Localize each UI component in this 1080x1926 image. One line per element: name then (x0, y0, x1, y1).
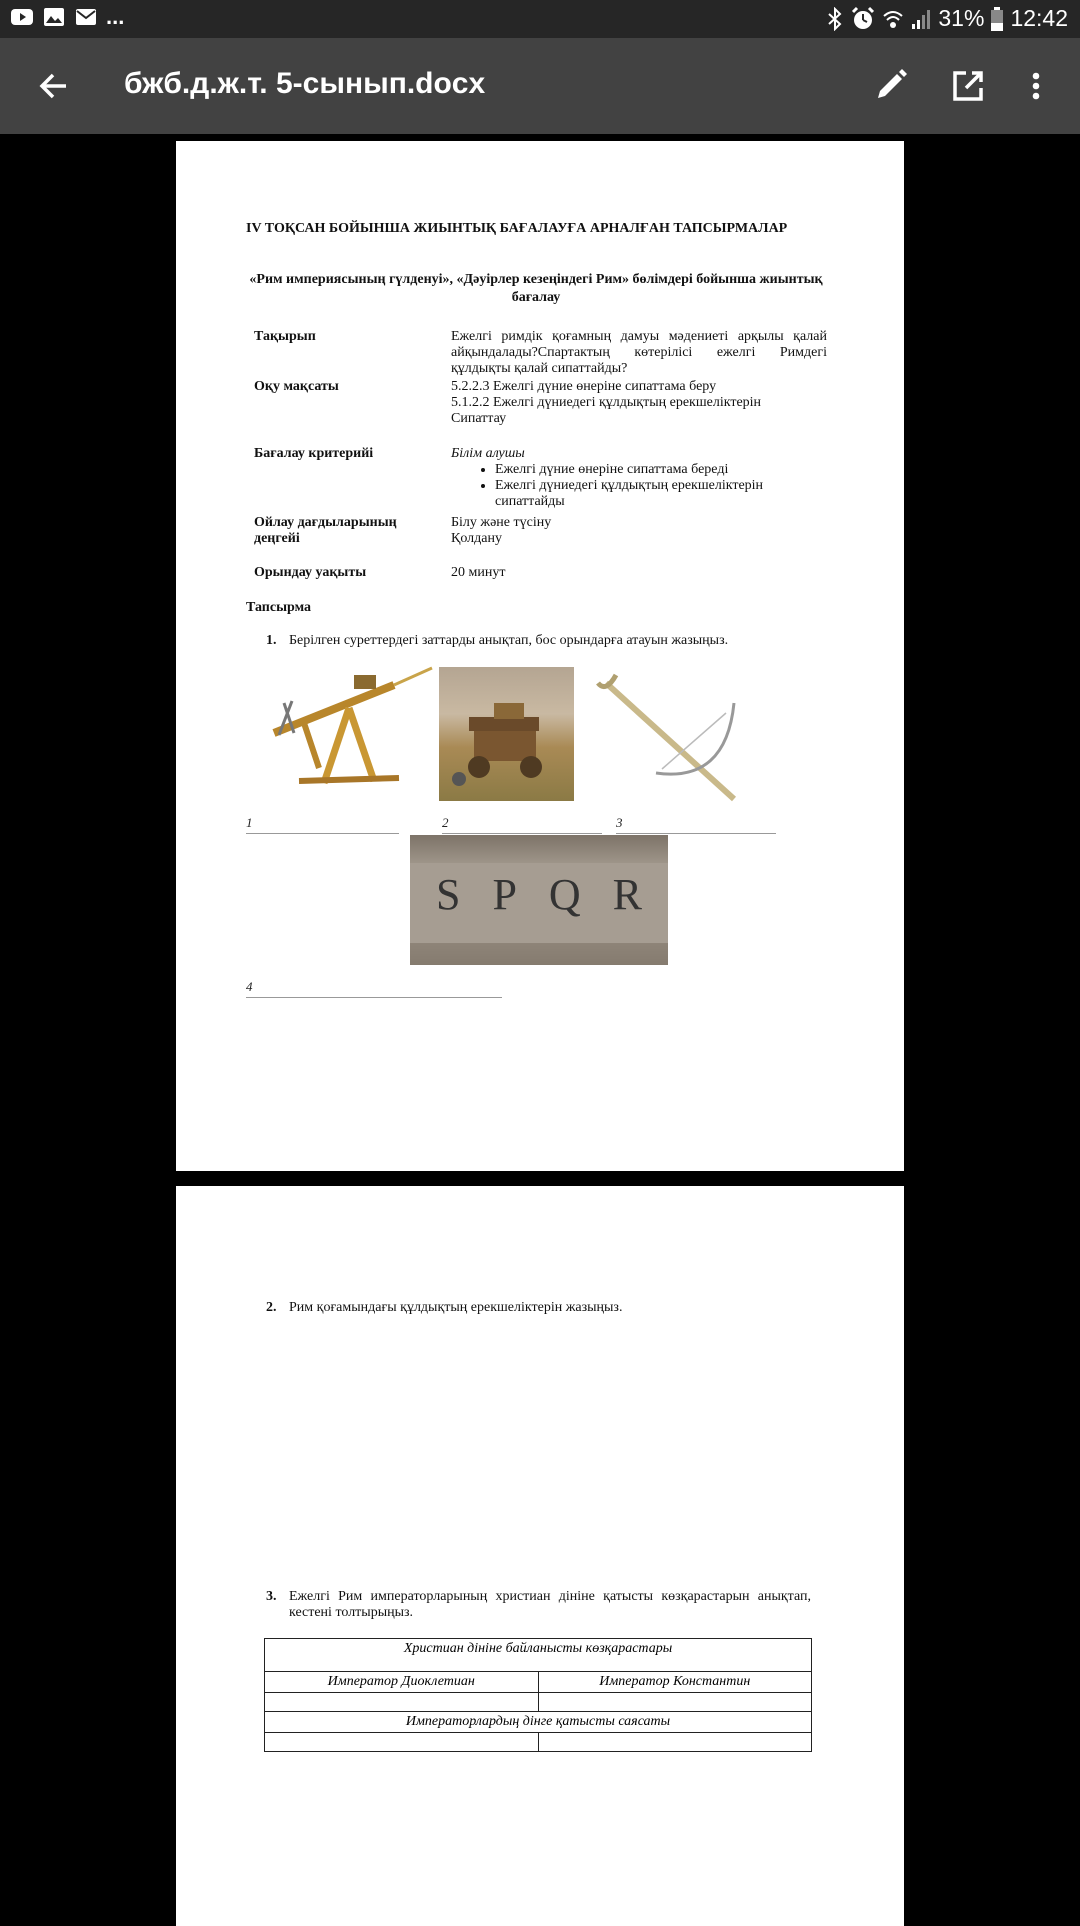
status-bar (0, 0, 1080, 38)
spqr-letter: Q (548, 870, 581, 919)
notification-overflow: ... (106, 4, 125, 29)
document-page-1 (176, 141, 904, 1171)
image-icon (42, 6, 66, 28)
criteria-item-2: • Ежелгі дүниедегі құлдықтың ерекшеліктерін сипаттайды (495, 478, 827, 510)
table-cell-empty[interactable] (265, 1733, 539, 1752)
task2-text: Рим қоғамындағы құлдықтың ерекшеліктерін жазыңыз. (289, 1300, 623, 1315)
edit-pencil-icon[interactable] (870, 66, 910, 106)
objectives-label: Оқу мақсаты (254, 379, 339, 394)
alarm-icon (850, 6, 876, 32)
table-policy-header: Императорлардың дінге қатысты саясаты (265, 1712, 812, 1733)
spqr-stone-photo (410, 835, 668, 965)
signal-icon (910, 8, 932, 30)
objective-1: 5.2.2.3 Ежелгі дүние өнеріне сипаттама беру (451, 379, 717, 394)
bluetooth-icon (826, 7, 844, 31)
task1-text: Берілген суреттердегі заттарды анықтап, бос орындарға атауын жазыңыз. (289, 633, 729, 648)
spqr-letter: P (492, 870, 517, 919)
criteria-item-1: • Ежелгі дүние өнеріне сипаттама береді (495, 462, 827, 478)
task3-text: Ежелгі Рим императорларының христиан дініне қатысты көзқарастарын анықтап, кестені толтырыңыз. (289, 1589, 811, 1620)
criteria-label: Бағалау критерийі (254, 446, 374, 461)
back-arrow-icon[interactable] (36, 68, 72, 104)
table-col-constantine: Император Константин (538, 1672, 812, 1693)
battery-percent: 31% (938, 5, 985, 31)
mail-icon (74, 6, 98, 28)
task1-number: 1. (266, 633, 277, 648)
battery-icon (990, 6, 1004, 32)
app-bar (0, 38, 1080, 134)
answer-blank-3[interactable]: 3 (616, 815, 776, 834)
topic-label: Тақырып (254, 329, 316, 344)
task-label: Тапсырма (246, 600, 312, 615)
table-cell-empty[interactable] (538, 1693, 812, 1712)
youtube-icon (10, 6, 34, 28)
wifi-icon (882, 7, 904, 31)
criteria-list (451, 462, 827, 510)
objective-2: 5.1.2.2 Ежелгі дүниедегі құлдықтың ерекшеліктерін Сипаттау (451, 395, 762, 426)
open-external-icon[interactable] (948, 66, 988, 106)
table-col-diocletian: Император Диоклетиан (265, 1672, 539, 1693)
answer-blank-2[interactable]: 2 (442, 815, 602, 834)
document-subheading: «Рим империясының гүлденуі», «Дәуірлер кезеңіндегі Рим» бөлімдері бойынша жиынтық бағалау (249, 272, 823, 305)
thinking-level-1: Білу және түсіну (451, 515, 552, 530)
table-header: Христиан дініне байланысты көзқарастары (265, 1639, 812, 1672)
more-options-icon[interactable] (1016, 66, 1056, 106)
table-cell-empty[interactable] (538, 1733, 812, 1752)
document-heading: IV ТОҚСАН БОЙЫНША ЖИЫНТЫҚ БАҒАЛАУҒА АРНАЛҒАН ТАПСЫРМАЛАР (246, 221, 788, 236)
thinking-label: Ойлау дағдыларының деңгейі (254, 515, 397, 546)
criteria-block (451, 446, 827, 510)
criteria-intro: Білім алушы (451, 446, 525, 461)
crossbow-image (576, 663, 746, 803)
answer-blank-4[interactable]: 4 (246, 979, 502, 998)
task2-number: 2. (266, 1300, 277, 1315)
spqr-letter: R (612, 870, 642, 919)
clock: 12:42 (1010, 5, 1068, 31)
document-title: бжб.д.ж.т. 5-сынып.docx (124, 67, 486, 100)
catapult-image (264, 663, 434, 795)
answer-blank-1[interactable]: 1 (246, 815, 399, 834)
time-value: 20 минут (451, 565, 506, 580)
table-cell-empty[interactable] (265, 1693, 539, 1712)
document-page-2 (176, 1186, 904, 1926)
task3-number: 3. (266, 1589, 277, 1604)
ballista-photo (439, 667, 574, 801)
thinking-level-2: Қолдану (451, 531, 502, 546)
topic-value: Ежелгі римдік қоғамның дамуы мәдениеті арқылы қалай айқындалады?Спартактың көтерілісі ежелгі Римдегі құлдықты қалай сипаттайды? (451, 329, 827, 376)
time-label: Орындау уақыты (254, 565, 367, 580)
emperors-table (264, 1638, 812, 1752)
spqr-letter: S (436, 870, 461, 919)
